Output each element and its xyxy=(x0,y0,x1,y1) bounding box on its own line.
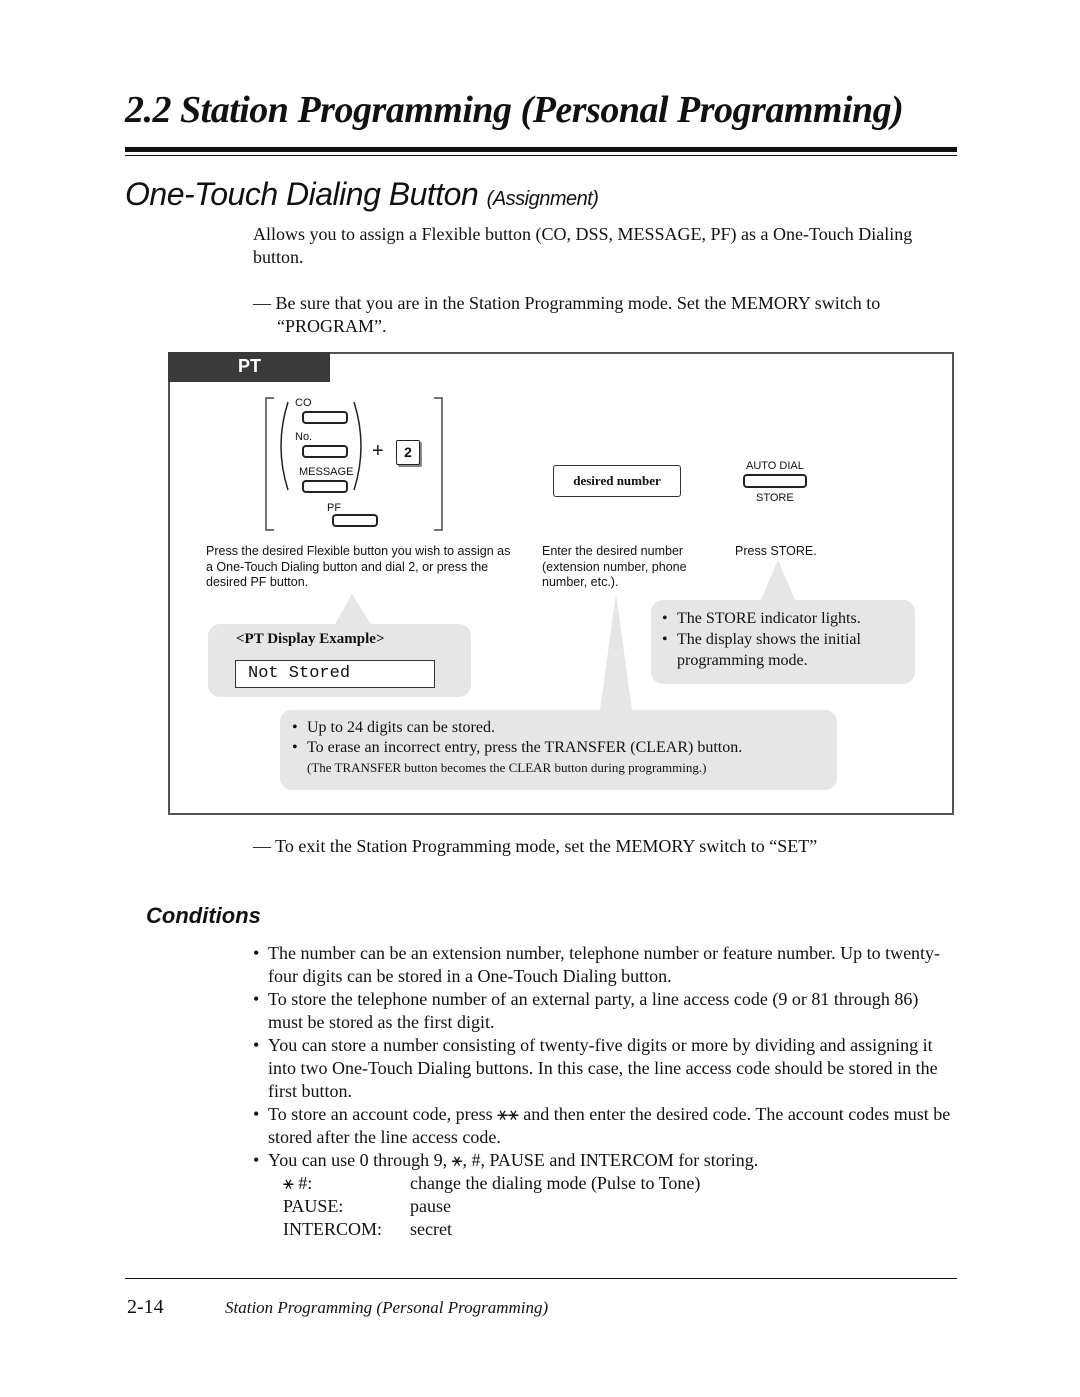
store-label: STORE xyxy=(756,492,794,504)
plus-sign: + xyxy=(372,440,384,462)
entry-notes-list xyxy=(292,718,832,758)
step1-text: Press the desired Flexible button you wish to assign as a One-Touch Dialing button and dial 2, or press the desired PF button. xyxy=(206,544,511,589)
entry-note-item: • Up to 24 digits can be stored. xyxy=(292,718,832,738)
message-button[interactable] xyxy=(302,480,348,493)
condition-item: • You can use 0 through 9, ⚹, #, PAUSE and INTERCOM for storing. xyxy=(253,1149,953,1172)
flexible-button-brackets xyxy=(262,396,448,532)
dial-2-key[interactable]: 2 xyxy=(396,440,420,465)
display-example-screen: Not Stored xyxy=(235,660,435,688)
store-button[interactable] xyxy=(743,474,807,488)
store-note-item: • The display shows the initial programming mode. xyxy=(662,629,907,671)
pre-note-line2: “PROGRAM”. xyxy=(277,316,387,336)
post-note: — To exit the Station Programming mode, set the MEMORY switch to “SET” xyxy=(253,836,818,856)
key-label: INTERCOM: xyxy=(283,1219,382,1239)
desired-number-box: desired number xyxy=(553,465,681,497)
header-rule-thin xyxy=(125,155,957,156)
key-row xyxy=(283,1195,451,1218)
store-notes-list xyxy=(662,608,907,671)
footer-title: Station Programming (Personal Programming) xyxy=(225,1298,549,1317)
section-title-main: One-Touch Dialing Button xyxy=(125,176,479,212)
step3-text: Press STORE. xyxy=(735,544,817,558)
dss-button[interactable] xyxy=(302,445,348,458)
co-button[interactable] xyxy=(302,411,348,424)
store-note-item: • The STORE indicator lights. xyxy=(662,608,907,629)
co-label: CO xyxy=(295,397,312,409)
display-example-title: <PT Display Example> xyxy=(236,631,385,647)
footer-rule xyxy=(125,1278,957,1279)
entry-subnote: (The TRANSFER button becomes the CLEAR button during programming.) xyxy=(307,760,707,775)
pt-tab xyxy=(168,352,330,382)
intro-description: Allows you to assign a Flexible button (CO, DSS, MESSAGE, PF) as a One-Touch Dialing button. xyxy=(253,224,913,267)
page-header-title: 2.2 Station Programming (Personal Programming) xyxy=(125,89,904,131)
condition-item: • To store an account code, press ⚹⚹ and then enter the desired code. The account codes must be stored after the line access code. xyxy=(253,1103,953,1149)
conditions-title: Conditions xyxy=(146,903,261,928)
header-rule-thick xyxy=(125,147,957,152)
pf-label: PF xyxy=(327,502,342,514)
key-meaning: pause xyxy=(410,1196,451,1216)
message-label: MESSAGE xyxy=(299,466,354,478)
condition-item: • To store the telephone number of an external party, a line access code (9 or 81 through 86) must be stored as the first digit. xyxy=(253,988,953,1034)
key-label: ⚹ #: xyxy=(283,1173,313,1193)
auto-dial-label: AUTO DIAL xyxy=(746,460,804,472)
key-row xyxy=(283,1172,700,1195)
entry-note-item: • To erase an incorrect entry, press the TRANSFER (CLEAR) button. xyxy=(292,738,832,758)
condition-item: • The number can be an extension number, telephone number or feature number. Up to twenty-four digits can be stored in a One-Touch Dialing button. xyxy=(253,942,953,988)
pre-note-line1: — Be sure that you are in the Station Programming mode. Set the MEMORY switch to xyxy=(253,293,881,313)
key-meaning: change the dialing mode (Pulse to Tone) xyxy=(410,1173,701,1193)
condition-item: • You can store a number consisting of twenty-five digits or more by dividing and assigning it into two One-Touch Dialing buttons. In this case, the line access code should be stored in the first button. xyxy=(253,1034,953,1103)
pt-tab-label: PT xyxy=(238,356,262,376)
page-number: 2-14 xyxy=(127,1296,164,1318)
step2-text: Enter the desired number (extension number, phone number, etc.). xyxy=(542,544,687,589)
no-label: No. xyxy=(295,431,313,443)
section-title xyxy=(125,176,598,213)
conditions-list xyxy=(253,942,953,1172)
key-meaning: secret xyxy=(410,1219,452,1239)
key-row xyxy=(283,1218,452,1241)
key-label: PAUSE: xyxy=(283,1196,344,1216)
pf-button[interactable] xyxy=(332,514,378,527)
section-title-sub: (Assignment) xyxy=(486,188,599,210)
